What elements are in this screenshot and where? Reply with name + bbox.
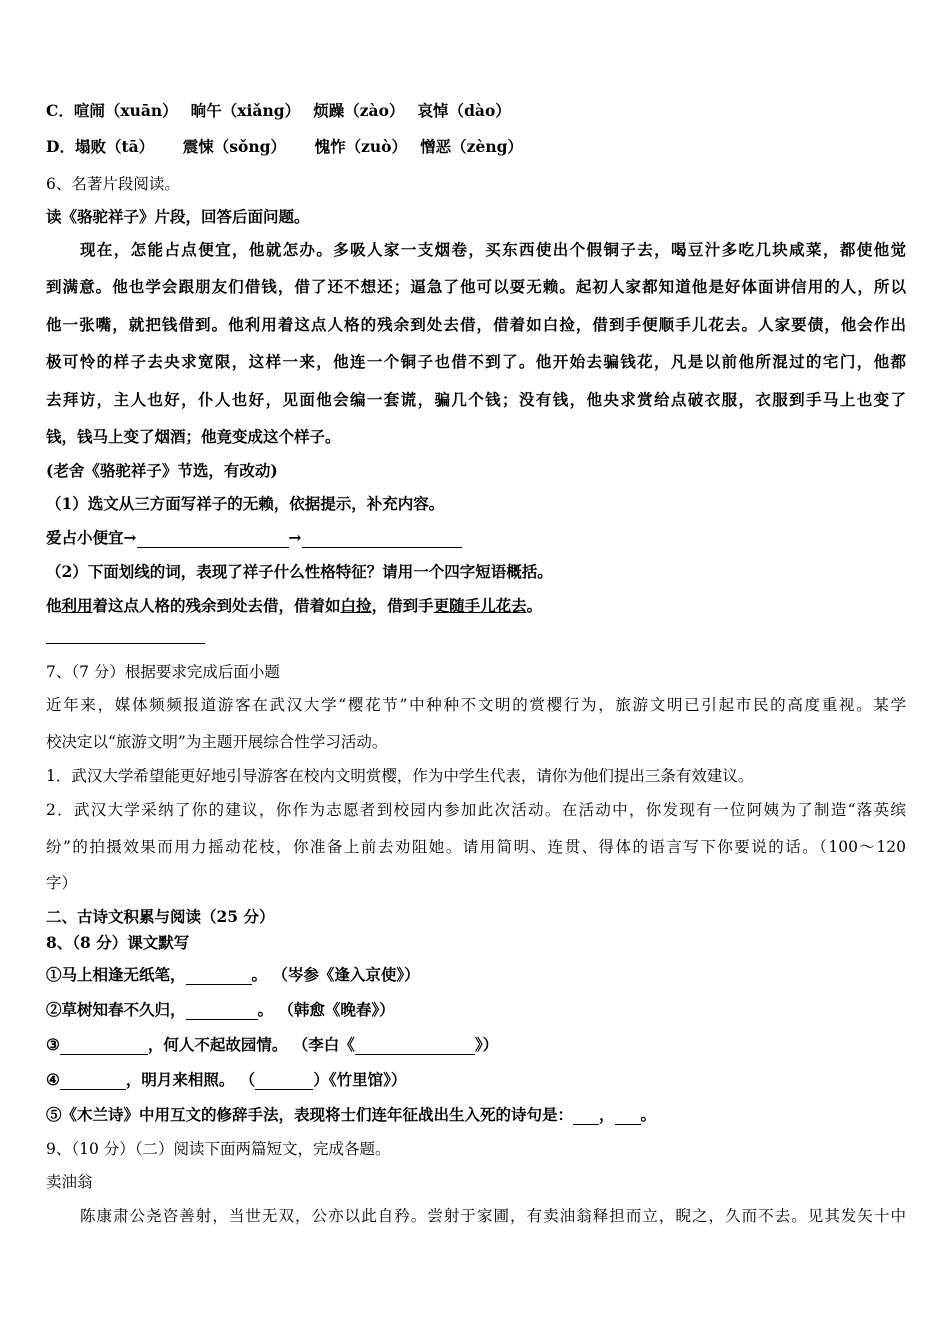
q8-l1-text: ①马上相逢无纸笔， (46, 965, 186, 984)
q6-sub1: （1）选文从三方面写祥子的无赖，依据提示，补充内容。 (46, 494, 445, 513)
option-d: D．塌败（tā） 震悚（sǒng） 愧怍（zuò） 憎恶（zèng） (46, 137, 523, 156)
q8-line-1 (46, 965, 420, 985)
q8-line-5 (46, 1105, 656, 1125)
arrow-1: → (123, 528, 137, 547)
answer-blank-2[interactable] (302, 531, 462, 548)
q8-blank-5[interactable] (60, 1073, 126, 1090)
q8-l2-source: 。 （韩愈《晚春》） (257, 1000, 395, 1019)
q8-l5-text: ⑤《木兰诗》中用互文的修辞手法，表现将士们连年征战出生入死的诗句是： (46, 1105, 574, 1124)
q8-l4-end: ）《竹里馆》） (313, 1070, 407, 1089)
q7-heading: 7、（7 分）根据要求完成后面小题 (46, 663, 280, 681)
q8-l1-source: 。 （岑参《逢入京使》） (251, 965, 420, 984)
q8-l2-text: ②草树知春不久归， (46, 1000, 186, 1019)
sent-part-3: ，借到手 (371, 596, 434, 615)
chain-row (46, 528, 462, 548)
passage-line-2: 到满意。他也学会跟朋友们借钱，借了还不想还；逼急了他可以耍无赖。起初人家都知道他是好体面讲信用的人，所以 (46, 277, 906, 296)
q9-title: 卖油翁 (46, 1173, 93, 1191)
sent-part-2: 着这点人格的残余到处去借，借着如 (92, 596, 341, 615)
q8-blank-3[interactable] (60, 1038, 148, 1055)
q8-l4-text: ，明月来相照。 （ (125, 1070, 256, 1089)
q8-blank-4[interactable] (355, 1038, 475, 1055)
q8-l5-end: 。 (640, 1105, 657, 1124)
q8-blank-2[interactable] (186, 1003, 258, 1020)
q7-item-2-line-3: 字） (46, 874, 78, 892)
section-2-heading: 二、古诗文积累与阅读（25 分） (46, 907, 275, 926)
q6-intro: 读《骆驼祥子》片段，回答后面问题。 (46, 207, 310, 226)
q8-heading: 8、（8 分）课文默写 (46, 933, 190, 952)
sent-part-1: 他 (46, 596, 62, 615)
q6-sub2: （2）下面划线的词，表现了祥子什么性格特征？请用一个四字短语概括。 (46, 562, 553, 581)
q8-blank-8[interactable] (615, 1108, 641, 1125)
q7-para-line-1: 近年来，媒体频频报道游客在武汉大学“樱花节”中种种不文明的赏樱行为，旅游文明已引起市民的高度重视。某学 (46, 696, 906, 714)
q8-line-3 (46, 1035, 498, 1055)
q7-para-line-2: 校决定以“旅游文明”为主题开展综合性学习活动。 (46, 733, 388, 751)
q7-item-2-line-1: 2．武汉大学采纳了你的建议，你作为志愿者到校园内参加此次活动。在活动中，你发现有一位阿姨为了制造“落英缤 (46, 801, 906, 819)
q7-item-2-line-2: 纷”的拍摄效果而用力摇动花枝，你准备上前去劝阻她。请用简明、连贯、得体的语言写下你要说的话。（100～120 (46, 838, 906, 856)
q8-l3-text: ，何人不起故园情。 （李白《 (147, 1035, 355, 1054)
passage-line-1: 现在，怎能占点便宜，他就怎办。多吸人家一支烟卷，买东西使出个假铜子去，喝豆汁多吃几块咸菜，都使他觉 (80, 240, 906, 259)
q8-l3-num: ③ (46, 1035, 60, 1054)
underlined-word-3: 更随手儿花去 (433, 596, 527, 615)
option-c: C．喧闹（xuān） 晌午（xiǎng） 烦躁（zào） 哀悼（dào） (46, 101, 511, 120)
q8-blank-1[interactable] (186, 968, 252, 985)
passage-source: (老舍《骆驼祥子》节选，有改动) (46, 461, 278, 480)
q8-blank-6[interactable] (255, 1073, 313, 1090)
underlined-word-2: 白捡 (340, 596, 372, 615)
arrow-2: → (288, 528, 302, 547)
passage-line-4: 极可怜的样子去央求宽限，这样一来，他连一个铜子也借不到了。他开始去骗钱花，凡是以前他所混过的宅门，他都 (46, 352, 906, 371)
sent-part-4: 。 (526, 596, 543, 615)
underlined-word-1: 利用 (61, 596, 93, 615)
q6-heading: 6、名著片段阅读。 (46, 175, 180, 193)
q8-l5-comma: ， (599, 1105, 615, 1124)
passage-line-6: 钱，钱马上变了烟酒；他竟变成这个样子。 (46, 427, 341, 446)
q8-line-4 (46, 1070, 406, 1090)
passage-line-3: 他一张嘴，就把钱借到。他利用着这点人格的残余到处去借，借着如白捡，借到手便顺手儿花去。人家要债，他会作出 (46, 315, 906, 334)
q8-line-2 (46, 1000, 395, 1020)
chain-start: 爱占小便宜 (46, 528, 124, 547)
q8-blank-7[interactable] (573, 1108, 599, 1125)
passage-line-5: 去拜访，主人也好，仆人也好，见面他会编一套谎，骗几个钱；没有钱，他央求赏给点破衣服，衣服到手马上也变了 (46, 390, 906, 409)
q6-answer-line[interactable] (46, 643, 205, 644)
q9-heading: 9、（10 分）（二）阅读下面两篇短文，完成各题。 (46, 1140, 391, 1158)
answer-blank-1[interactable] (137, 531, 289, 548)
q8-l3-end: 》） (474, 1035, 499, 1054)
q8-l4-num: ④ (46, 1070, 60, 1089)
q9-para-line-1: 陈康肃公尧咨善射，当世无双，公亦以此自矜。尝射于家圃，有卖油翁释担而立，睨之，久而不去。见其发矢十中 (80, 1207, 906, 1225)
q7-item-1: 1．武汉大学希望能更好地引导游客在校内文明赏樱，作为中学生代表，请你为他们提出三条有效建议。 (46, 767, 754, 785)
underlined-sentence (46, 596, 542, 616)
